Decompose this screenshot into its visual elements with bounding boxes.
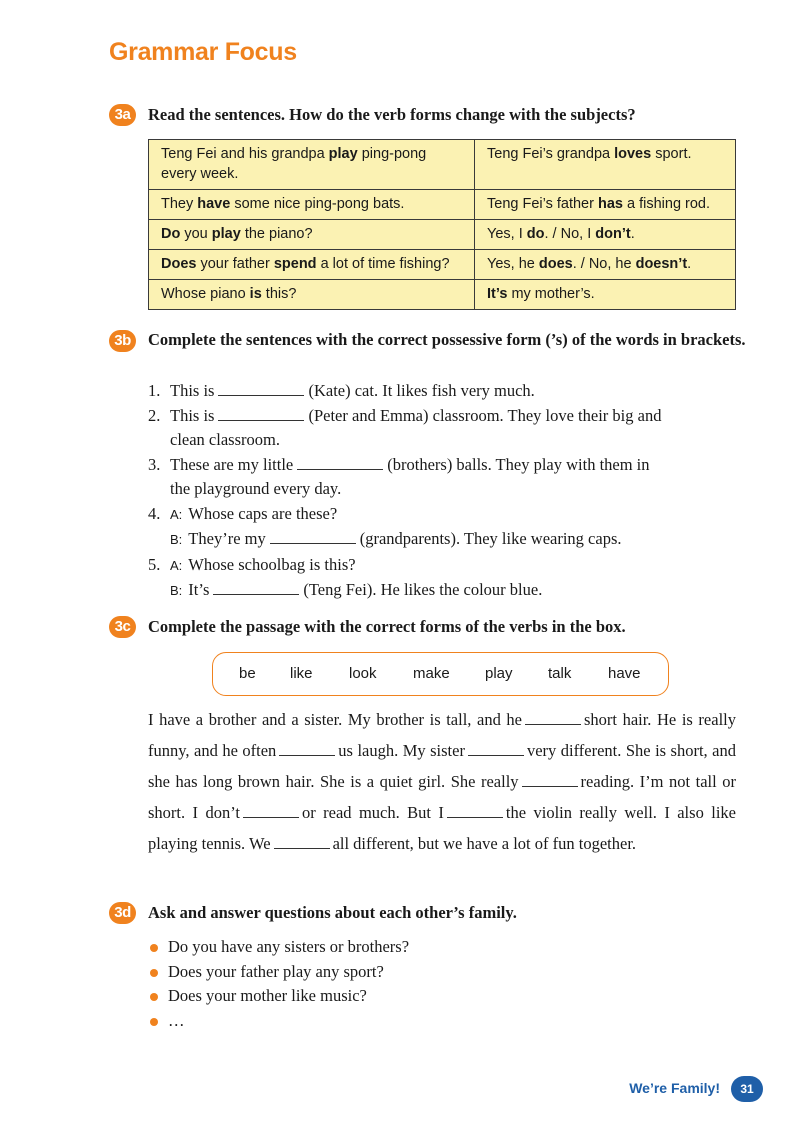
list-item	[148, 453, 748, 502]
table-row	[149, 220, 736, 250]
item-text: This is	[170, 381, 215, 400]
bullet-icon	[150, 1018, 158, 1026]
emphasized-word: doesn’t	[635, 256, 688, 272]
item-text: Whose schoolbag is this?	[188, 554, 356, 574]
word-box-item: make	[413, 665, 450, 682]
table-cell	[149, 280, 475, 310]
emphasized-word: play	[211, 226, 241, 242]
bullet-icon	[150, 969, 158, 977]
section-heading-3d: Ask and answer questions about each other’s family.	[148, 903, 517, 922]
answer-blank[interactable]	[297, 454, 383, 470]
list-item	[148, 404, 748, 453]
emphasized-word: loves	[614, 146, 652, 162]
answer-blank[interactable]	[218, 380, 304, 396]
answer-blank[interactable]	[447, 804, 503, 818]
item-text: (Kate) cat. It likes fish very much.	[308, 381, 535, 400]
item-number: 2.	[148, 405, 161, 425]
list-item	[148, 960, 409, 985]
word-box-item: talk	[548, 665, 572, 682]
passage-text: I have a brother and a sister. My brother is tall, and he	[148, 710, 522, 729]
cell-text: . / No, he	[572, 256, 636, 272]
item-text: clean classroom.	[170, 430, 280, 449]
question-list-3d	[148, 935, 409, 1033]
page-title: Grammar Focus	[109, 38, 297, 66]
section-heading-3b: Complete the sentences with the correct possessive form (’s) of the words in brackets.	[148, 330, 746, 349]
answer-blank[interactable]	[218, 405, 304, 421]
table-row	[149, 190, 736, 220]
page-number: 31	[731, 1076, 763, 1102]
passage-text: short hair. He is really funny, and he often	[148, 710, 736, 760]
list-item	[148, 379, 748, 404]
list-item-text: …	[168, 1010, 185, 1030]
table-cell	[475, 280, 736, 310]
list-item	[148, 1009, 409, 1034]
passage-text: very different. She is short, and she has long brown hair. She is a quiet girl. She really	[148, 741, 736, 791]
item-number: 4.	[148, 503, 161, 523]
emphasized-word: has	[597, 196, 623, 212]
list-item	[148, 984, 409, 1009]
list-item	[148, 502, 748, 553]
answer-blank[interactable]	[243, 804, 299, 818]
item-text: the playground every day.	[170, 479, 342, 498]
emphasized-word: do	[526, 226, 545, 242]
emphasized-word: Does	[161, 256, 197, 272]
cell-text: your father	[196, 256, 274, 272]
speaker-label: B:	[170, 532, 183, 547]
table-row	[149, 280, 736, 310]
table-cell	[149, 250, 475, 280]
word-box-item: like	[290, 665, 313, 682]
cell-text: Whose piano	[161, 286, 250, 302]
passage-text: all different, but we have a lot of fun together.	[332, 834, 637, 853]
list-item	[148, 935, 409, 960]
emphasized-word: Do	[161, 226, 181, 242]
answer-blank[interactable]	[279, 742, 335, 756]
cell-text: a lot of time fishing?	[316, 256, 450, 272]
bullet-icon	[150, 944, 158, 952]
cell-text: .	[630, 226, 635, 242]
table-cell	[475, 140, 736, 190]
cell-text: the piano?	[240, 226, 313, 242]
item-text: These are my little	[170, 454, 294, 474]
cell-text: Teng Fei’s grandpa	[487, 146, 615, 162]
footer-unit-title: We’re Family!	[629, 1080, 720, 1096]
section-heading-3c: Complete the passage with the correct forms of the verbs in the box.	[148, 617, 626, 636]
speaker-label: A:	[170, 506, 183, 522]
emphasized-word: play	[328, 146, 358, 162]
passage-text: the violin really well. I also like playing tennis. We	[148, 803, 736, 853]
answer-blank[interactable]	[270, 528, 356, 544]
answer-blank[interactable]	[522, 773, 578, 787]
answer-blank[interactable]	[468, 742, 524, 756]
cell-text: Teng Fei’s father	[487, 196, 598, 212]
cell-text: a fishing rod.	[622, 196, 711, 212]
passage-3c	[148, 704, 736, 859]
word-box	[212, 652, 669, 696]
item-text: It’s	[188, 580, 210, 599]
table-cell	[475, 250, 736, 280]
list-item	[148, 553, 748, 604]
item-number: 5.	[148, 554, 161, 574]
word-box-item: look	[349, 665, 377, 682]
cell-text: . / No, I	[544, 226, 596, 242]
list-item-text: Does your father play any sport?	[168, 961, 384, 981]
emphasized-word: is	[249, 286, 262, 302]
answer-blank[interactable]	[213, 579, 299, 595]
cell-text: this?	[261, 286, 297, 302]
section-badge-3b: 3b	[109, 330, 136, 352]
passage-text: or read much. But I	[301, 803, 444, 822]
section-badge-3d: 3d	[109, 902, 136, 924]
item-text: (brothers) balls. They play with them in	[387, 454, 650, 474]
table-cell	[149, 140, 475, 190]
table-cell	[149, 220, 475, 250]
table-cell	[475, 220, 736, 250]
table-row	[149, 250, 736, 280]
bullet-icon	[150, 993, 158, 1001]
item-text: (Teng Fei). He likes the colour blue.	[303, 580, 543, 599]
item-text: Whose caps are these?	[188, 503, 338, 523]
cell-text: They	[161, 196, 198, 212]
item-text: (Peter and Emma) classroom. They love their big and	[308, 405, 662, 425]
item-text: This is	[170, 405, 215, 425]
speaker-label: A:	[170, 557, 183, 573]
table-cell	[475, 190, 736, 220]
grammar-table	[148, 139, 736, 310]
cell-text: you	[180, 226, 212, 242]
speaker-label: B:	[170, 583, 183, 598]
passage-text: reading. I’m not tall or short. I don’t	[148, 772, 736, 822]
section-heading-3a: Read the sentences. How do the verb forms change with the subjects?	[148, 105, 636, 124]
table-row	[149, 140, 736, 190]
emphasized-word: spend	[273, 256, 317, 272]
emphasized-word: don’t	[595, 226, 631, 242]
exercise-list-3b	[148, 379, 748, 604]
emphasized-word: It’s	[487, 286, 508, 302]
cell-text: sport.	[651, 146, 692, 162]
cell-text: some nice ping-pong bats.	[230, 196, 405, 212]
cell-text: .	[687, 256, 692, 272]
list-item-text: Do you have any sisters or brothers?	[168, 937, 410, 956]
answer-blank[interactable]	[525, 711, 581, 725]
item-text: (grandparents). They like wearing caps.	[359, 529, 622, 548]
table-cell	[149, 190, 475, 220]
item-number: 1.	[148, 381, 161, 400]
cell-text: ping-pong every week.	[161, 146, 427, 182]
list-item-text: Does your mother like music?	[168, 986, 367, 1005]
emphasized-word: does	[538, 256, 573, 272]
section-badge-3c: 3c	[109, 616, 136, 638]
cell-text: Yes, I	[487, 226, 527, 242]
answer-blank[interactable]	[274, 835, 330, 849]
word-box-item: be	[239, 665, 256, 682]
cell-text: Teng Fei and his grandpa	[161, 146, 329, 162]
item-number: 3.	[148, 454, 161, 474]
section-badge-3a: 3a	[109, 104, 136, 126]
word-box-item: play	[485, 665, 513, 682]
item-text: They’re my	[188, 529, 266, 548]
cell-text: my mother’s.	[507, 286, 595, 302]
passage-text: us laugh. My sister	[338, 741, 465, 760]
cell-text: Yes, he	[487, 256, 539, 272]
word-box-item: have	[608, 665, 641, 682]
emphasized-word: have	[197, 196, 231, 212]
